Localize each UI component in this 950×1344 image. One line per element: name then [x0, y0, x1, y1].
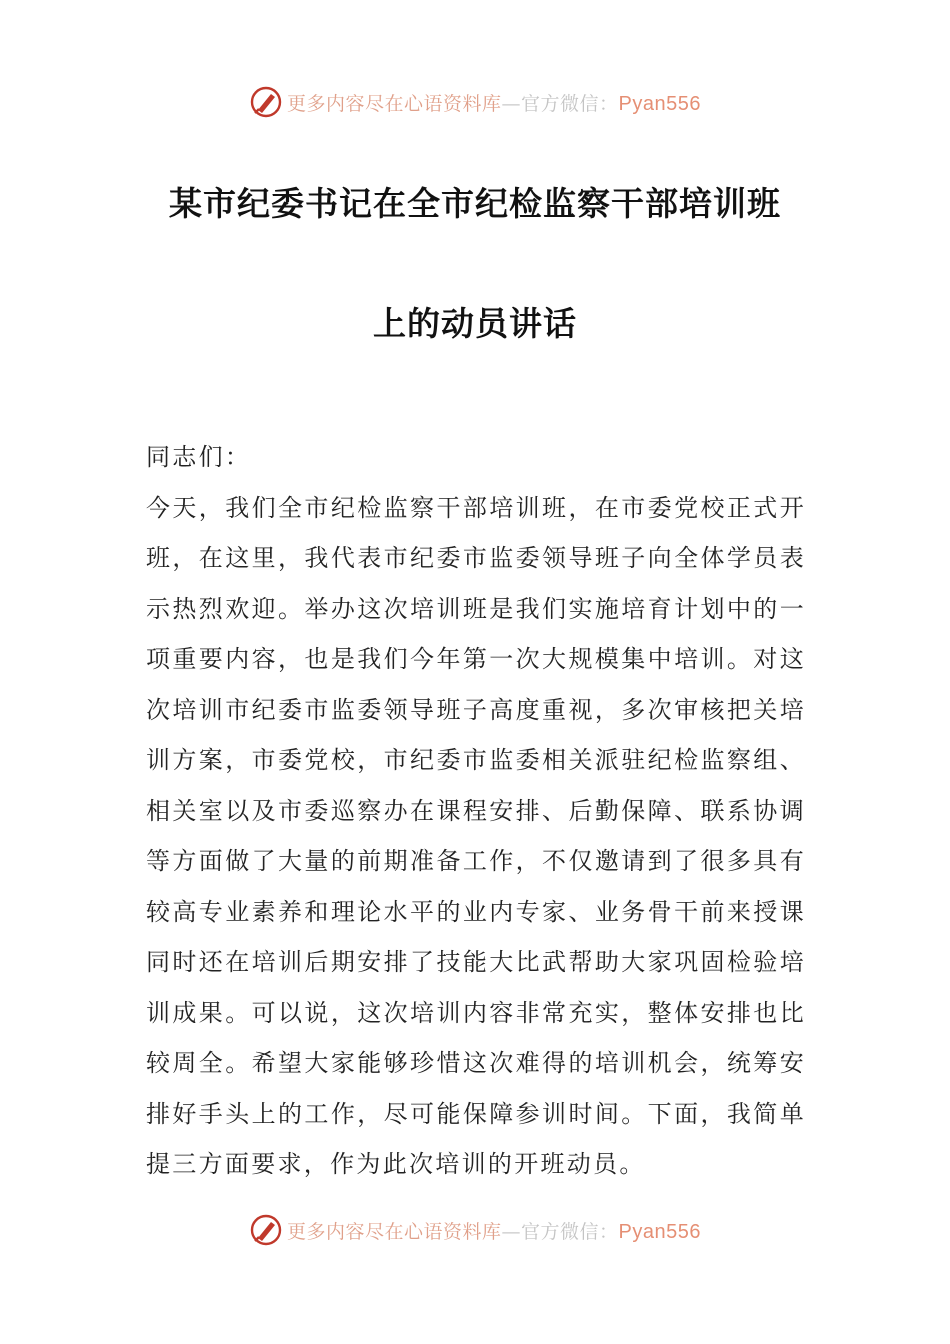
banner-slogan: 更多内容尽在心语资料库: [287, 92, 502, 115]
salutation: 同志们：: [146, 443, 252, 471]
banner-slogan: 更多内容尽在心语资料库: [287, 1220, 502, 1243]
pen-nib-logo-icon: [249, 1213, 283, 1247]
document-title-line-2: 上的动员讲话: [373, 304, 577, 343]
banner-wechat-label: 官方微信：: [521, 92, 619, 115]
banner-wechat-label: 官方微信：: [521, 1220, 619, 1243]
pen-nib-logo-icon: [249, 85, 283, 119]
banner-text-group: [287, 1217, 701, 1244]
body-paragraph: 今天，我们全市纪检监察干部培训班，在市委党校正式开班，在这里，我代表市纪委市监委领导班子向全体学员表示热烈欢迎。举办这次培训班是我们实施培育计划中的一项重要内容，也是我们今年第一次大规模集中培训。对这次培训市纪委市监委领导班子高度重视，多次审核把关培训方案，市委党校，市纪委市监委相关派驻纪检监察组、相关室以及市委巡察办在课程安排、后勤保障、联系协调等方面做了大量的前期准备工作，不仅邀请到了很多具有较高专业素养和理论水平的业内专家、业务骨干前来授课同时还在培训后期安排了技能大比武帮助大家巩固检验培训成果。可以说，这次培训内容非常充实，整体安排也比较周全。希望大家能够珍惜这次难得的培训机会，统筹安排好手头上的工作，尽可能保障参训时间。下面，我简单提三方面要求，作为此次培训的开班动员。: [146, 493, 806, 1178]
document-body: [146, 432, 806, 1190]
banner-text-group: [287, 89, 701, 116]
banner-separator: —: [501, 1220, 522, 1243]
banner-wechat-id: Pyan556: [618, 1220, 701, 1243]
footer-banner: [0, 1210, 950, 1250]
banner-separator: —: [501, 92, 522, 115]
header-banner: [0, 82, 950, 122]
document-title-line-1: 某市纪委书记在全市纪检监察干部培训班: [169, 184, 781, 223]
banner-wechat-id: Pyan556: [618, 92, 701, 115]
